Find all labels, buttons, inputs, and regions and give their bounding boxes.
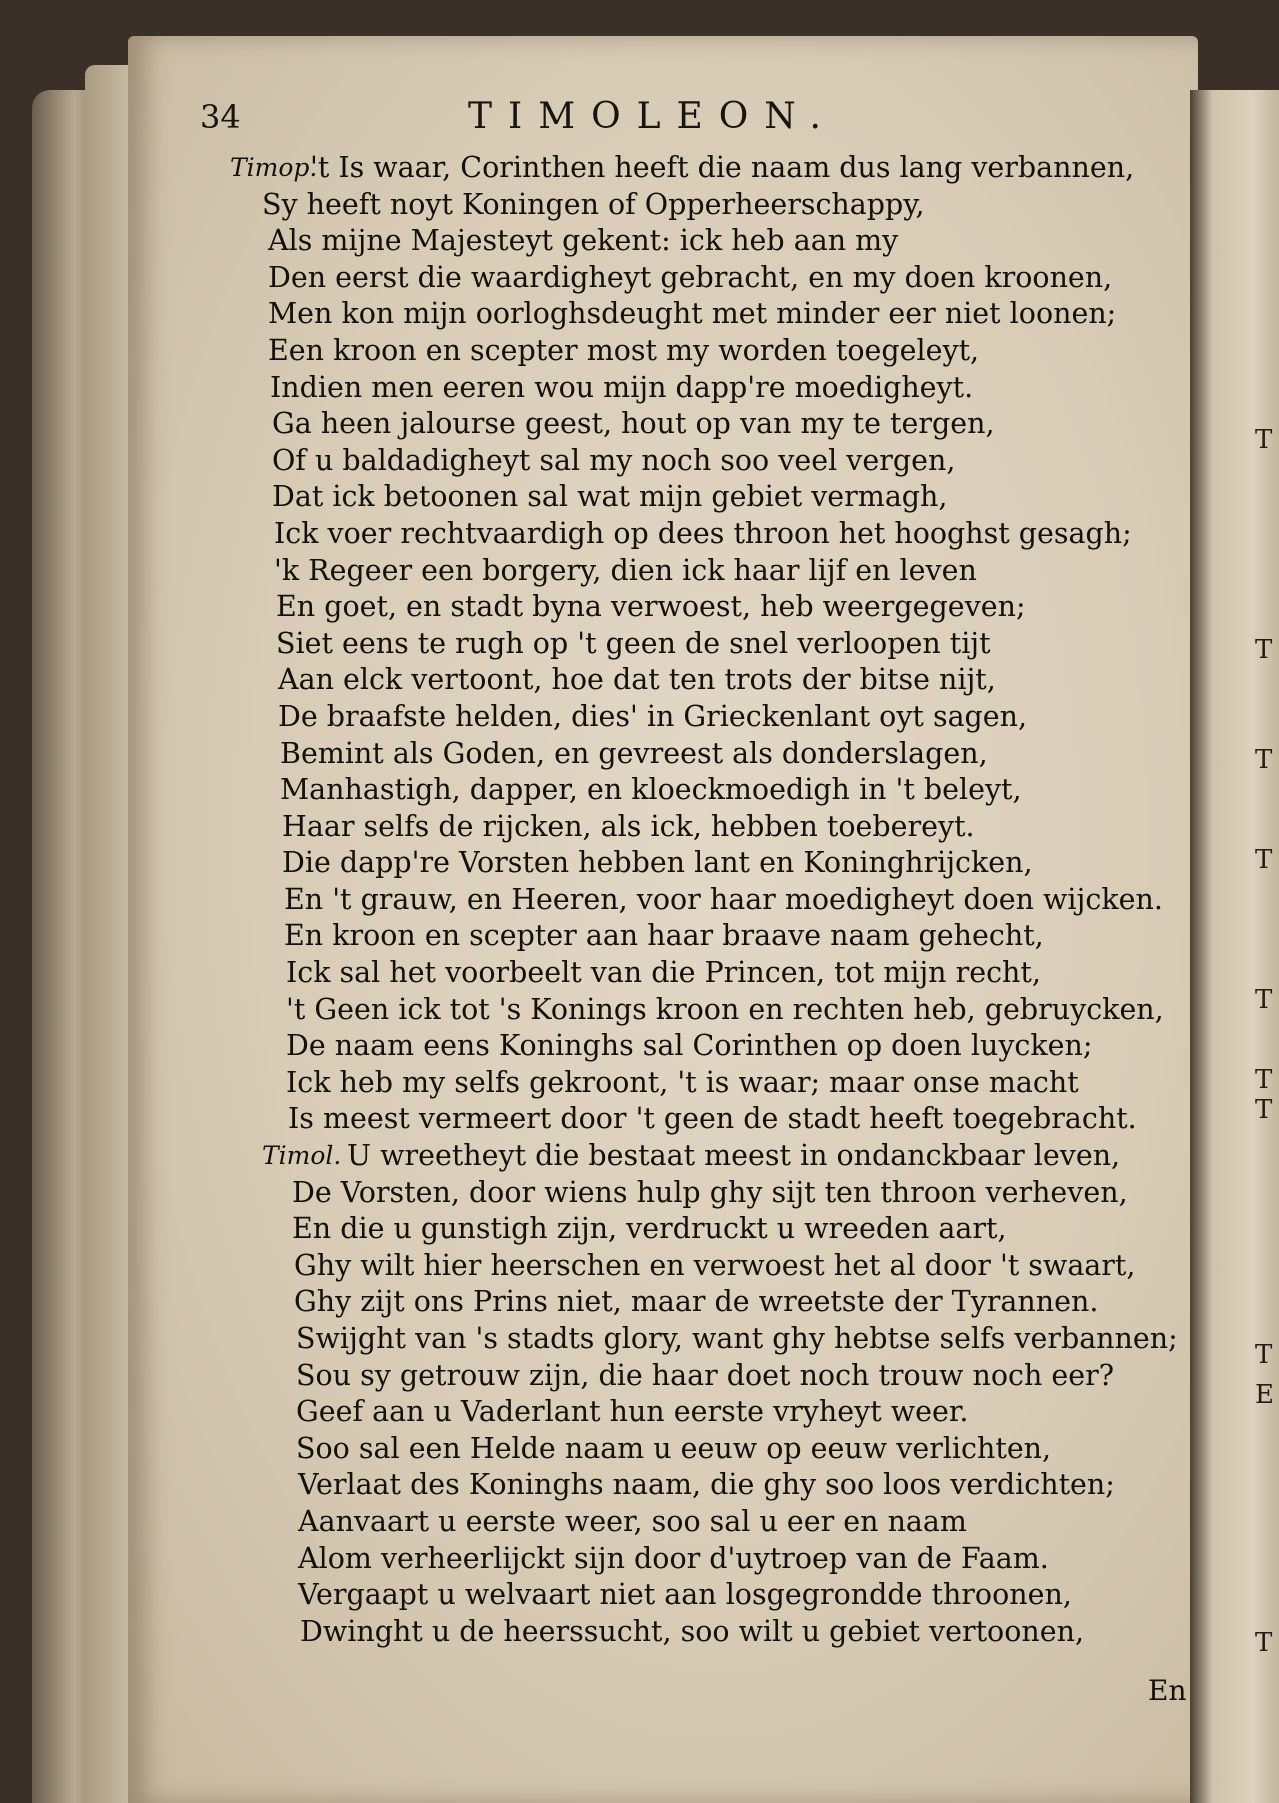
verse-text-line: Haar selfs de rijcken, als ick, hebben toebereyt. <box>282 809 975 843</box>
verse-line <box>232 370 1182 407</box>
verse-line <box>232 443 1182 480</box>
facing-page-letter: T <box>1255 1340 1273 1370</box>
verse-text <box>232 150 1182 1650</box>
verse-line <box>232 662 1182 699</box>
verse-line <box>232 1467 1182 1504</box>
verse-line <box>232 516 1182 553</box>
verse-line <box>232 1065 1182 1102</box>
verse-line <box>232 1504 1182 1541</box>
facing-page-letter: T <box>1255 1628 1273 1658</box>
verse-text-line: Siet eens te rugh op 't geen de snel verloopen tijt <box>276 626 991 660</box>
verse-text-line: Aanvaart u eerste weer, soo sal u eer en naam <box>298 1504 967 1538</box>
verse-text-line: En 't grauw, en Heeren, voor haar moedigheyt doen wijcken. <box>284 882 1163 916</box>
verse-text-line: Alom verheerlijckt sijn door d'uytroep van de Faam. <box>298 1541 1049 1575</box>
verse-text-line: Vergaapt u welvaart niet aan losgegrondde throonen, <box>298 1578 1072 1612</box>
speaker-name: Timop. <box>230 153 318 182</box>
verse-text-line: Dwinght u de heerssucht, soo wilt u gebiet vertoonen, <box>300 1614 1085 1648</box>
verse-text-line: 'k Regeer een borgery, dien ick haar lijf en leven <box>274 553 977 587</box>
verse-text-line: Sou sy getrouw zijn, die haar doet noch trouw noch eer? <box>296 1358 1115 1392</box>
facing-page-letter: T <box>1255 745 1273 775</box>
facing-page-letter: E <box>1255 1380 1274 1410</box>
verse-text-line: De Vorsten, door wiens hulp ghy sijt ten throon verheven, <box>292 1175 1128 1209</box>
facing-page-margin <box>1255 0 1279 1803</box>
verse-text-line: De naam eens Koninghs sal Corinthen op doen luycken; <box>286 1029 1093 1063</box>
verse-line <box>232 1431 1182 1468</box>
verse-text-line: Of u baldadigheyt sal my noch soo veel vergen, <box>272 443 956 477</box>
verse-line <box>232 223 1182 260</box>
verse-line <box>232 918 1182 955</box>
facing-page-letter: T <box>1255 1065 1273 1095</box>
verse-line <box>232 699 1182 736</box>
verse-text-line: En die u gunstigh zijn, verdruckt u wreeden aart, <box>292 1212 1007 1246</box>
verse-line <box>232 1614 1182 1651</box>
facing-page-letter: T <box>1255 985 1273 1015</box>
verse-text-line: Men kon mijn oorloghsdeught met minder eer niet loonen; <box>268 297 1117 331</box>
verse-line <box>232 1358 1182 1395</box>
verse-line <box>232 479 1182 516</box>
verse-text-line: U wreetheyt die bestaat meest in ondanckbaar leven, <box>347 1139 1121 1173</box>
verse-text-line: Manhastigh, dapper, en kloeckmoedigh in 't beleyt, <box>280 773 1022 807</box>
speaker-name: Timol. <box>262 1141 342 1171</box>
verse-text-line: Die dapp're Vorsten hebben lant en Koninghrijcken, <box>282 846 1033 880</box>
verse-text-line: En goet, en stadt byna verwoest, heb weergegeven; <box>276 590 1026 624</box>
verse-line <box>232 1248 1182 1285</box>
verse-text-line: De braafste helden, dies' in Grieckenlant oyt sagen, <box>278 699 1028 733</box>
facing-page-letter: T <box>1255 425 1273 455</box>
facing-page-letter: T <box>1255 635 1273 665</box>
verse-line <box>232 1211 1182 1248</box>
verse-line <box>232 1577 1182 1614</box>
verse-text-line: Ick sal het voorbeelt van die Princen, tot mijn recht, <box>286 956 1041 990</box>
verse-line <box>232 406 1182 443</box>
verse-line <box>232 333 1182 370</box>
verse-text-line: Sy heeft noyt Koningen of Opperheerschappy, <box>262 187 925 221</box>
verse-text-line: Ick voer rechtvaardigh op dees throon het hooghst gesagh; <box>274 516 1132 550</box>
verse-text-line: Ghy wilt hier heerschen en verwoest het al door 't swaart, <box>294 1248 1136 1282</box>
verse-text-line: Geef aan u Vaderlant hun eerste vryheyt weer. <box>296 1395 969 1429</box>
verse-line <box>232 845 1182 882</box>
verse-text-line: Dat ick betoonen sal wat mijn gebiet vermagh, <box>272 480 948 514</box>
verse-text-line: Indien men eeren wou mijn dapp're moedigheyt. <box>270 370 974 404</box>
verse-line <box>232 772 1182 809</box>
verse-text-line: Ghy zijt ons Prins niet, maar de wreetste der Tyrannen. <box>294 1285 1099 1319</box>
verse-text-line: Swijght van 's stadts glory, want ghy hebtse selfs verbannen; <box>296 1322 1178 1355</box>
verse-text-line: En kroon en scepter aan haar braave naam gehecht, <box>284 919 1044 953</box>
verse-text-line: Aan elck vertoont, hoe dat ten trots der bitse nijt, <box>278 663 996 697</box>
page-number: 34 <box>200 98 241 136</box>
verse-line <box>232 1541 1182 1578</box>
running-title: TIMOLEON. <box>468 96 837 137</box>
verse-line <box>232 150 1182 187</box>
verse-line <box>232 1101 1182 1138</box>
verse-line <box>232 882 1182 919</box>
verse-line <box>232 296 1182 333</box>
catchword: En <box>1148 1674 1187 1707</box>
verse-line <box>232 1138 1182 1175</box>
verse-text-line: Ick heb my selfs gekroont, 't is waar; maar onse macht <box>286 1065 1079 1099</box>
verse-text-line: 't Geen ick tot 's Konings kroon en rechten heb, gebruycken, <box>286 992 1164 1026</box>
verse-text-line: Is meest vermeert door 't geen de stadt heeft toegebracht. <box>288 1102 1137 1136</box>
verse-text-line: Verlaat des Koninghs naam, die ghy soo loos verdichten; <box>298 1468 1115 1502</box>
verse-line <box>232 589 1182 626</box>
verse-line <box>232 1028 1182 1065</box>
facing-page-letter: T <box>1255 1095 1273 1125</box>
verse-line <box>232 260 1182 297</box>
verse-line <box>232 955 1182 992</box>
verse-text-line: Soo sal een Helde naam u eeuw op eeuw verlichten, <box>296 1431 1052 1465</box>
verse-text-line: Een kroon en scepter most my worden toegeleyt, <box>268 333 980 367</box>
verse-text-line: Ga heen jalourse geest, hout op van my te tergen, <box>272 407 995 441</box>
running-head <box>200 98 1180 148</box>
verse-line <box>232 187 1182 224</box>
verse-line <box>232 992 1182 1029</box>
facing-page-letter: T <box>1255 845 1273 875</box>
verse-line <box>232 553 1182 590</box>
verse-line <box>232 1394 1182 1431</box>
verse-line <box>232 626 1182 663</box>
verse-line <box>232 1284 1182 1321</box>
verse-text-line: Als mijne Majesteyt gekent: ick heb aan my <box>268 224 899 258</box>
verse-line <box>232 1321 1182 1358</box>
verse-line <box>232 1175 1182 1212</box>
verse-text-line: Bemint als Goden, en gevreest als donderslagen, <box>280 736 988 770</box>
verse-line <box>232 809 1182 846</box>
verse-text-line: 't Is waar, Corinthen heeft die naam dus lang verbannen, <box>310 151 1135 184</box>
verse-text-line: Den eerst die waardigheyt gebracht, en my doen kroonen, <box>268 260 1113 294</box>
verse-line <box>232 736 1182 773</box>
